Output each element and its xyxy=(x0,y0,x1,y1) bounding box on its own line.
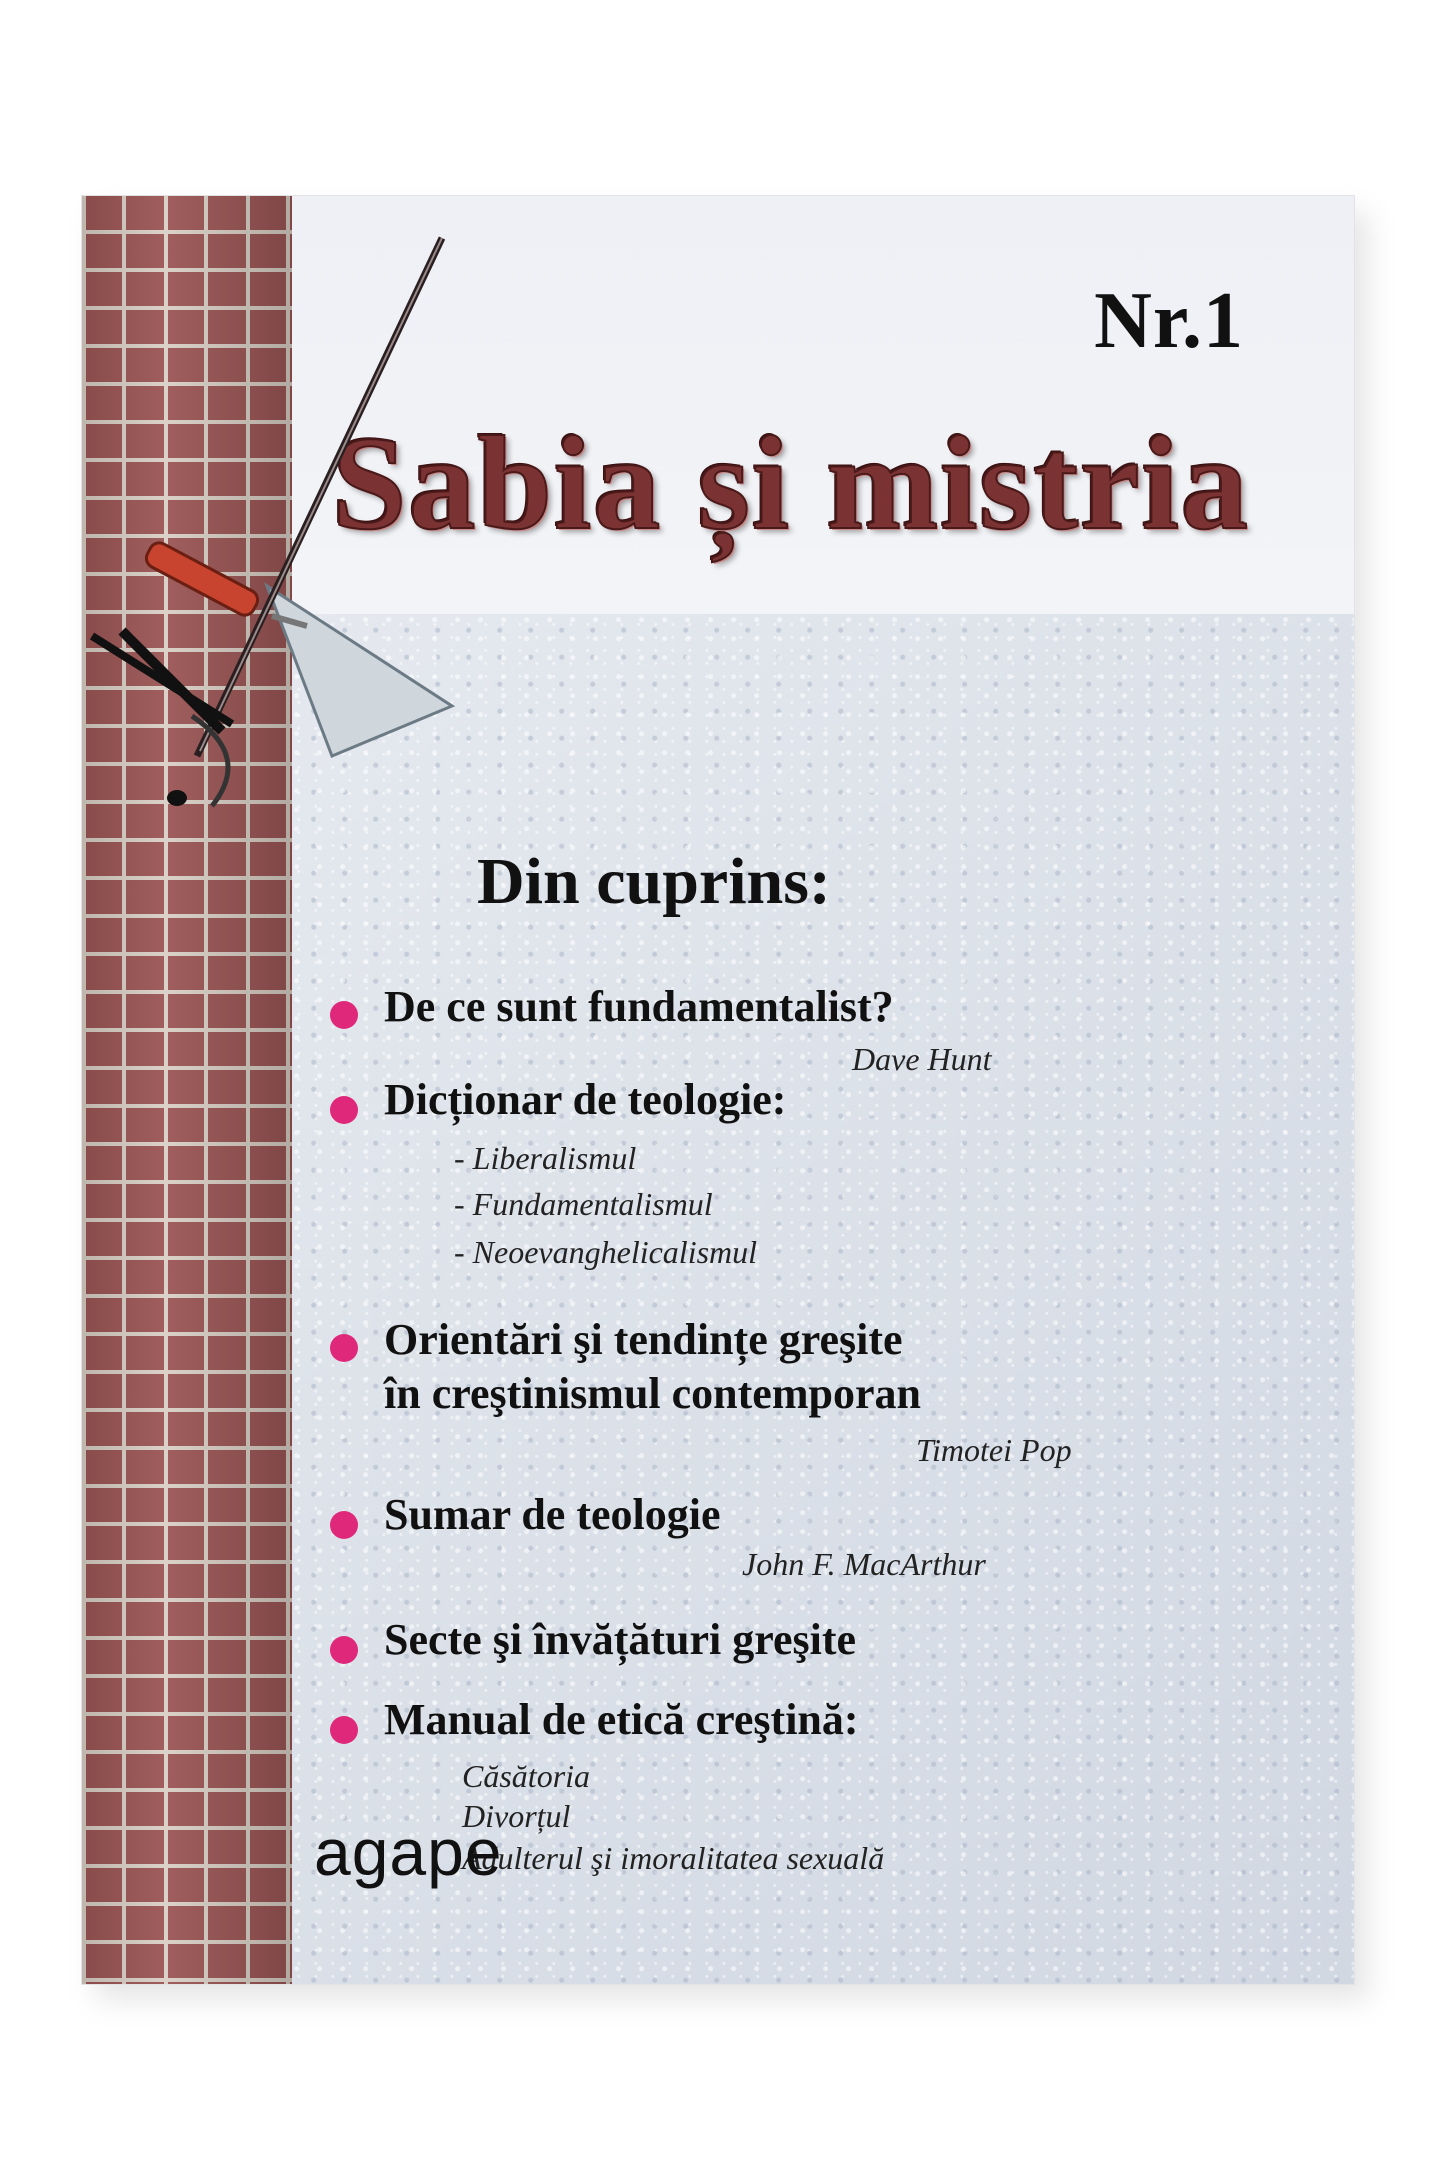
contents-entry-author: Dave Hunt xyxy=(852,1041,992,1077)
contents-heading: Din cuprins: xyxy=(477,845,831,918)
contents-entry-title: Dicționar de teologie: xyxy=(384,1075,787,1124)
bullet-icon xyxy=(330,1096,358,1124)
contents-entry-title: Orientări şi tendințe greşite xyxy=(384,1315,903,1364)
contents-subitem: Căsătoria xyxy=(462,1758,591,1794)
contents-subitem: - Neoevanghelicalismul xyxy=(454,1234,758,1270)
publisher-logo: agape xyxy=(314,1815,503,1889)
contents-entry-author: John F. MacArthur xyxy=(742,1546,986,1582)
magazine-cover xyxy=(82,196,1354,1984)
bullet-icon xyxy=(330,1334,358,1362)
contents-entry-title: De ce sunt fundamentalist? xyxy=(384,982,894,1031)
contents-entry-title: în creştinismul contemporan xyxy=(384,1369,921,1418)
contents-subitem: - Fundamentalismul xyxy=(454,1186,713,1222)
bullet-icon xyxy=(330,1001,358,1029)
contents-subitem: Divorțul xyxy=(462,1798,571,1834)
bullet-icon xyxy=(330,1636,358,1664)
contents-subitem: - Liberalismul xyxy=(454,1140,637,1176)
cover-title: Sabia și mistria xyxy=(332,409,1250,557)
contents-entry-author: Timotei Pop xyxy=(916,1432,1072,1468)
contents-entry-title: Manual de etică creştină: xyxy=(384,1695,859,1744)
bullet-icon xyxy=(330,1716,358,1744)
issue-number: Nr.1 xyxy=(1094,277,1244,365)
bullet-icon xyxy=(330,1511,358,1539)
contents-entry-title: Sumar de teologie xyxy=(384,1490,721,1539)
contents-entry-title: Secte şi învățături greşite xyxy=(384,1615,857,1664)
trowel-icon xyxy=(143,539,452,756)
contents-subitem: Adulterul şi imoralitatea sexuală xyxy=(462,1840,885,1876)
